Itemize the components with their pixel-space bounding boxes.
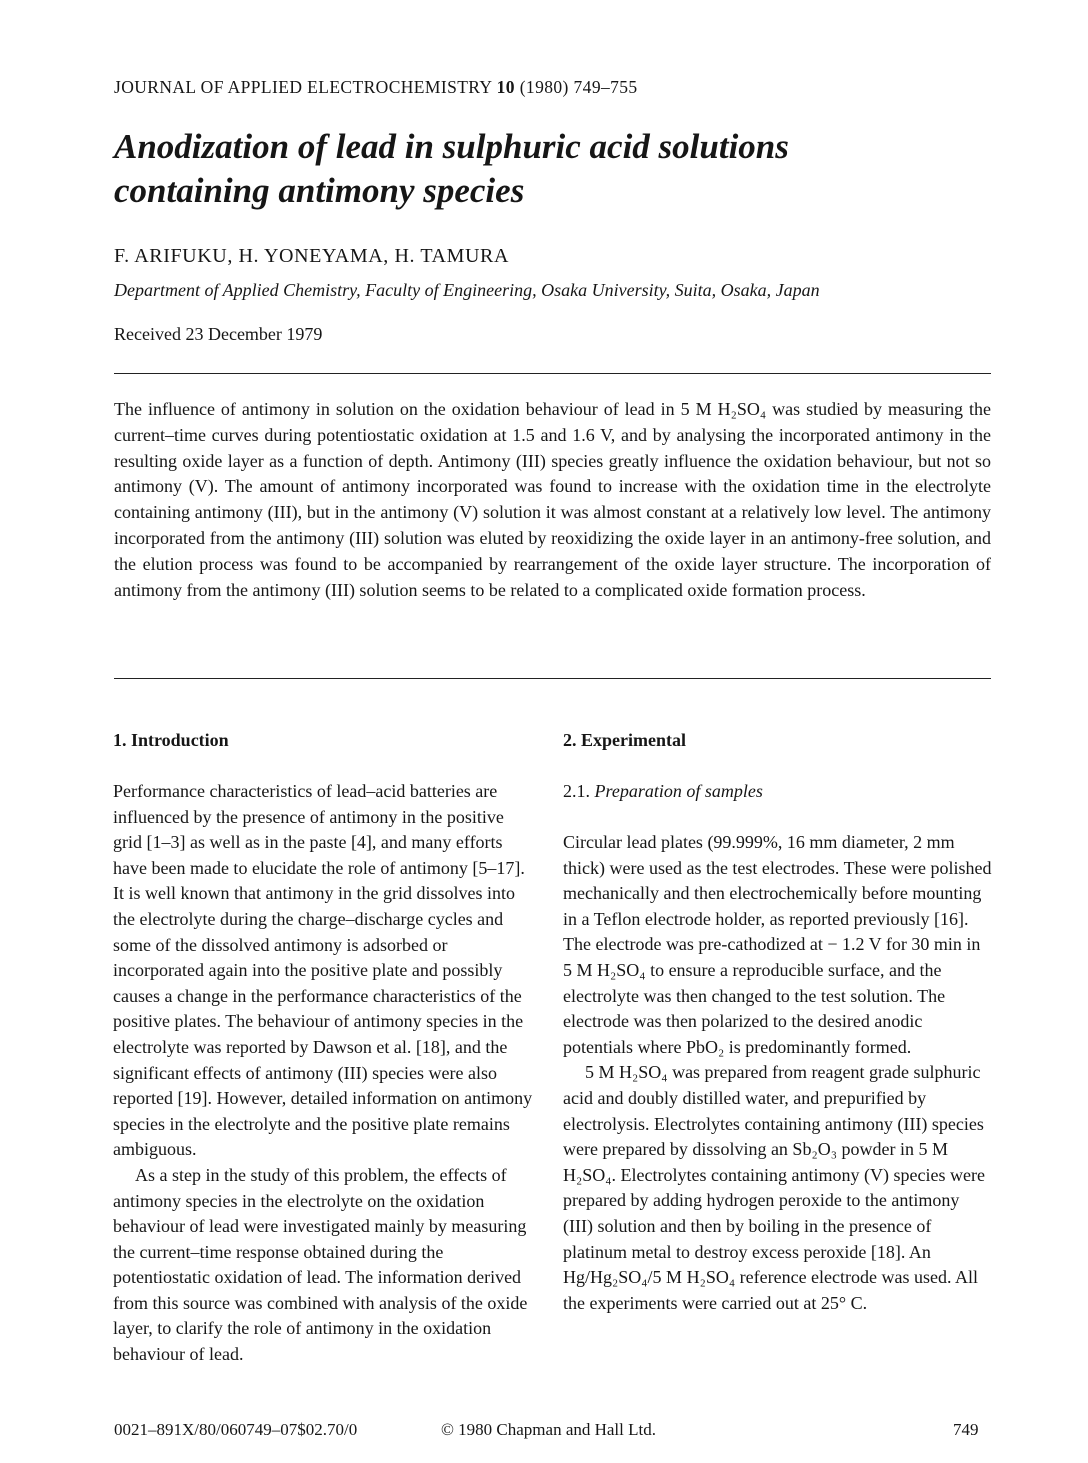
received-date: Received 23 December 1979	[114, 324, 323, 344]
experimental-paragraph-2: 5 M H₂SO₄ was prepared from reagent grade sulphuric acid and doubly distilled water, and prepurified by electrolysis. Electrolytes containing antimony (III) species were prepared by dissolving an Sb₂O₃ powder in 5 M H₂SO₄. Electrolytes containing antimony (V) species were prepared by adding hydrogen peroxide to the antimony (III) solution and then by boiling in the presence of platinum metal to destroy excess peroxide [18]. An Hg/Hg₂SO₄/5 M H₂SO₄ reference electrode was used. All the experiments were carried out at 25° C.	[563, 1062, 985, 1313]
subsection-title: Preparation of samples	[594, 781, 763, 801]
right-column	[563, 728, 993, 1316]
section-heading-experimental: 2. Experimental	[563, 730, 686, 750]
experimental-paragraph-1: Circular lead plates (99.999%, 16 mm diameter, 2 mm thick) were used as the test electrodes. These were polished mechanically and then electrochemically before mounting in a Teflon electrode holder, as reported previously [16]. The electrode was pre-cathodized at − 1.2 V for 30 min in 5 M H₂SO₄ to ensure a reproducible surface, and the electrolyte was then changed to the test solution. The electrode was then polarized to the desired anodic potentials where PbO₂ is predominantly formed.	[563, 832, 992, 1057]
journal-name: JOURNAL OF APPLIED ELECTROCHEMISTRY	[114, 77, 492, 97]
author-list: F. ARIFUKU, H. YONEYAMA, H. TAMURA	[114, 245, 510, 267]
abstract: The influence of antimony in solution on the oxidation behaviour of lead in 5 M H₂SO₄ was studied by measuring the current–time curves during potentiostatic oxidation at 1.5 and 1.6 V, and by analysing the incorporated antimony in the resulting oxide layer as a function of depth. Antimony (III) species greatly influence the oxidation behaviour, but not so antimony (V). The amount of antimony incorporated was found to increase with the oxidation time in the electrolyte containing antimony (III), but in the antimony (V) solution it was almost constant at a relatively low level. The antimony incorporated from the antimony (III) solution was eluted by reoxidizing the oxide layer in an antimony-free solution, and the elution process was found to be accompanied by rearrangement of the oxide layer structure. The incorporation of antimony from the antimony (III) solution seems to be related to a complicated oxide formation process.	[114, 399, 991, 600]
abstract-top-rule	[114, 373, 991, 374]
article-title	[114, 125, 1014, 213]
journal-header	[114, 77, 638, 98]
subsection-number: 2.1.	[563, 781, 590, 801]
footer-copyright: © 1980 Chapman and Hall Ltd.	[441, 1420, 656, 1439]
title-line-2: containing antimony species	[114, 171, 525, 210]
footer-article-code: 0021–891X/80/060749–07$02.70/0	[114, 1420, 358, 1439]
section-heading-introduction: 1. Introduction	[113, 730, 229, 750]
abstract-bottom-rule	[114, 678, 991, 679]
journal-year-pages: (1980) 749–755	[519, 77, 638, 97]
subsection-heading	[563, 779, 993, 804]
affiliation: Department of Applied Chemistry, Faculty of Engineering, Osaka University, Suita, Osaka, Japan	[114, 280, 820, 300]
introduction-paragraph-1: Performance characteristics of lead–acid batteries are influenced by the presence of antimony in the positive grid [1–3] as well as in the paste [4], and many efforts have been made to elucidate the role of antimony [5–17]. It is well known that antimony in the grid dissolves into the electrolyte during the charge–discharge cycles and some of the dissolved antimony is adsorbed or incorporated again into the positive plate and possibly causes a change in the performance characteristics of the positive plates. The behaviour of antimony species in the electrolyte was reported by Dawson et al. [18], and the significant effects of antimony (III) species were also reported [19]. However, detailed information on antimony species in the electrolyte and the positive plate remains ambiguous.	[113, 781, 533, 1160]
introduction-paragraph-2: As a step in the study of this problem, the effects of antimony species in the electrolyte on the oxidation behaviour of lead were investigated mainly by measuring the current–time response obtained during the potentiostatic oxidation of lead. The information derived from this source was combined with analysis of the oxide layer, to clarify the role of antimony in the oxidation behaviour of lead.	[113, 1164, 528, 1365]
footer-page-number: 749	[953, 1420, 979, 1439]
title-line-1: Anodization of lead in sulphuric acid solutions	[114, 127, 789, 166]
journal-volume: 10	[496, 77, 515, 97]
left-column	[113, 728, 537, 1368]
